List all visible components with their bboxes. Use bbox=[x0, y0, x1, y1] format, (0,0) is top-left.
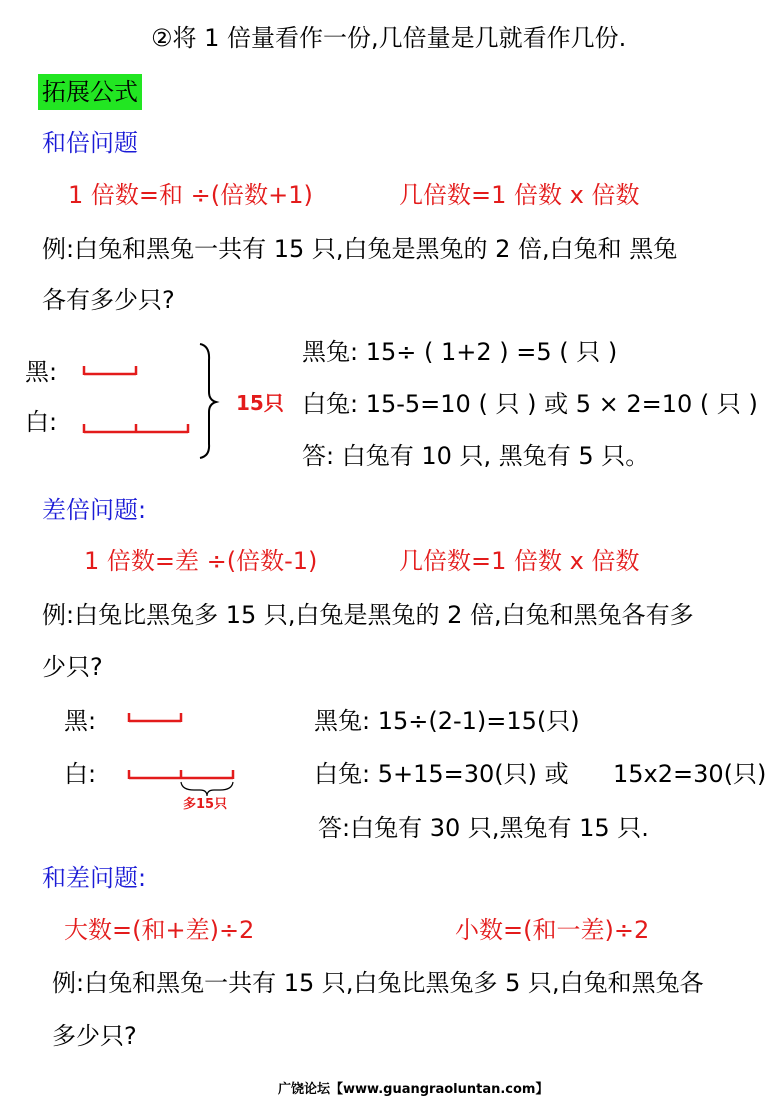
diff-multiple-label-black: 黑: bbox=[64, 707, 97, 735]
sum-multiple-label-white: 白: bbox=[25, 408, 58, 436]
black-rabbit-bar-2 bbox=[129, 713, 181, 722]
sum-multiple-formula-right: 几倍数=1 倍数 x 倍数 bbox=[399, 181, 640, 209]
sum-multiple-calc-white: 白兔: 15-5=10 ( 只 ) 或 5 × 2=10 ( 只 ) bbox=[302, 390, 758, 418]
formula-badge: 拓展公式 bbox=[38, 74, 142, 110]
white-rabbit-bar-2 bbox=[129, 770, 233, 779]
sum-diff-heading: 和差问题: bbox=[42, 864, 147, 892]
sum-diff-example-line2: 多少只? bbox=[52, 1022, 137, 1050]
diff-multiple-formula-right: 几倍数=1 倍数 x 倍数 bbox=[399, 547, 640, 575]
diff-multiple-example-line1: 例:白兔比黑兔多 15 只,白兔是黑兔的 2 倍,白兔和黑兔各有多 bbox=[42, 601, 694, 629]
intro-line: ②将 1 倍量看作一份,几倍量是几就看作几份. bbox=[151, 24, 627, 52]
diff-multiple-diff-label: 多15只 bbox=[183, 797, 228, 812]
sum-multiple-heading: 和倍问题 bbox=[42, 129, 138, 157]
sum-multiple-example-line2: 各有多少只? bbox=[42, 286, 175, 314]
diff-multiple-answer: 答:白兔有 30 只,黑兔有 15 只. bbox=[318, 814, 649, 842]
diff-multiple-calc-white-a: 白兔: 5+15=30(只) 或 bbox=[314, 760, 569, 788]
sum-multiple-label-black: 黑: bbox=[25, 358, 58, 386]
sum-multiple-formula-left: 1 倍数=和 ÷(倍数+1) bbox=[68, 181, 313, 209]
diff-multiple-formula-left: 1 倍数=差 ÷(倍数-1) bbox=[84, 547, 318, 575]
diff-multiple-heading: 差倍问题: bbox=[42, 496, 147, 524]
sum-multiple-brace-label: 15只 bbox=[236, 391, 284, 415]
footer-watermark: 广饶论坛【www.guangraoluntan.com】 bbox=[278, 1082, 549, 1097]
diff-multiple-label-white: 白: bbox=[64, 760, 97, 788]
difference-brace bbox=[181, 782, 233, 796]
sum-diff-example-line1: 例:白兔和黑兔一共有 15 只,白兔比黑兔多 5 只,白兔和黑兔各 bbox=[52, 969, 704, 997]
sum-diff-formula-right: 小数=(和一差)÷2 bbox=[455, 916, 650, 944]
sum-multiple-example-line1: 例:白兔和黑兔一共有 15 只,白兔是黑兔的 2 倍,白兔和 黑兔 bbox=[42, 235, 678, 263]
diff-multiple-calc-black: 黑兔: 15÷(2-1)=15(只) bbox=[314, 707, 580, 735]
sum-diff-formula-left: 大数=(和+差)÷2 bbox=[64, 916, 255, 944]
diff-multiple-example-line2: 少只? bbox=[42, 653, 103, 681]
diff-multiple-calc-white-b: 15x2=30(只) bbox=[613, 760, 767, 788]
sum-multiple-calc-black: 黑兔: 15÷ ( 1+2 ) =5 ( 只 ) bbox=[302, 338, 618, 366]
sum-multiple-answer: 答: 白兔有 10 只, 黑兔有 5 只。 bbox=[302, 442, 650, 470]
